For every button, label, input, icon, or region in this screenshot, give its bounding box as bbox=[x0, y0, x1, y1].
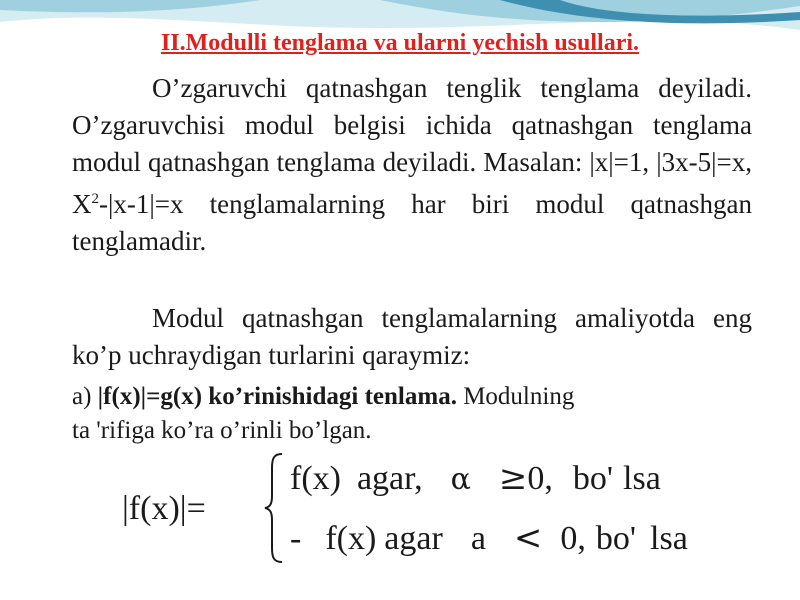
formula-case-negative: - f(x) agar a < 0, bo' lsa bbox=[290, 518, 688, 558]
intro-paragraph: Modul qatnashgan tenglamalarning amaliyotda eng ko’p uchraydigan turlarini qaraymiz: bbox=[72, 303, 752, 370]
page-title: II.Modulli tenglama va ularni yechish usullari. bbox=[160, 30, 640, 56]
case-a-continuation: ta 'rifiga ko’ra o’rinli bo’lgan. bbox=[72, 417, 372, 444]
case-a-heading: a) |f(x)|=g(x) ko’rinishidagi tenlama. Modulning bbox=[72, 383, 575, 410]
formula-lhs: |f(x)|= bbox=[122, 490, 206, 527]
definition-paragraph: O’zgaruvchi qatnashgan tenglik tenglama deyiladi. O’zgaruvchisi modul belgisi ichida qatnashgan tenglama modul qatnashgan tenglama deyiladi. Masalan: |x|=1, |3x-5|=x, $X^2-|x-1|=x$ tenglamalarning har biri modul qatnashgan tenglamadir. bbox=[72, 73, 752, 256]
formula-case-positive: f(x) agar, α ≥0, bo' lsa bbox=[290, 458, 661, 498]
curly-brace bbox=[262, 452, 286, 564]
